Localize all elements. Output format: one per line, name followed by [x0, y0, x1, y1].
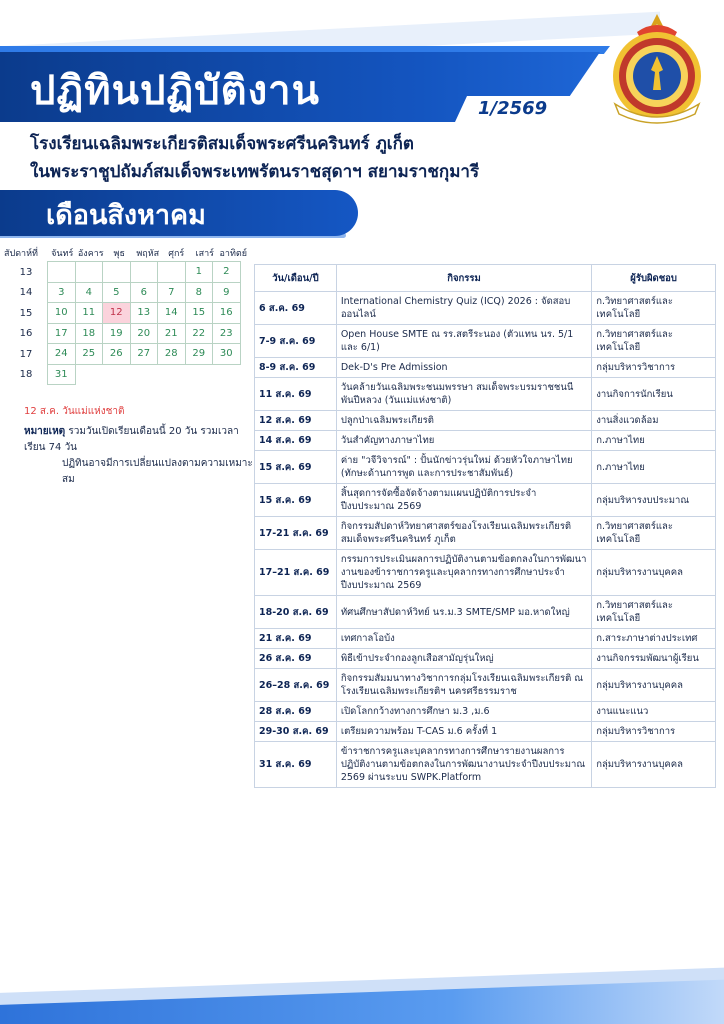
- activity-owner: งานกิจการนักเรียน: [592, 378, 716, 411]
- day-label: พุธ: [113, 249, 125, 259]
- calendar-day: 7: [157, 282, 186, 304]
- term-label: 1/2569: [478, 98, 548, 119]
- table-row: [255, 292, 716, 325]
- table-row: [255, 325, 716, 358]
- calendar-blank: [130, 364, 159, 386]
- activity-owner: ก.วิทยาศาสตร์และเทคโนโลยี: [592, 517, 716, 550]
- calendar-day: 1: [185, 261, 214, 283]
- calendar-empty-cell: [75, 261, 104, 283]
- activity-table: [254, 264, 716, 788]
- calendar-week-row: [4, 365, 248, 386]
- table-row: [255, 517, 716, 550]
- calendar-day: 14: [157, 302, 186, 324]
- activity-name: ข้าราชการครูและบุคลากรทางการศึกษารายงานผลการปฏิบัติงานตามข้อตกลงในการพัฒนางานประจำปีงบประมาณ 2569 ผ่านระบบ SWPK.Platform: [336, 742, 591, 788]
- calendar-blank: [102, 364, 131, 386]
- table-row: [255, 431, 716, 451]
- week-number: 14: [19, 287, 33, 299]
- table-row: [255, 722, 716, 742]
- activity-name: กรรมการประเมินผลการปฏิบัติงานตามข้อตกลงในการพัฒนางานของข้าราชการครูและบุคลากรทางการศึกษาประจำปีงบประมาณ 2569: [336, 550, 591, 596]
- calendar-day: 11: [75, 302, 104, 324]
- activity-name: วันคล้ายวันเฉลิมพระชนมพรรษา สมเด็จพระบรมราชชนนีพันปีหลวง (วันแม่แห่งชาติ): [336, 378, 591, 411]
- calendar-day: 4: [75, 282, 104, 304]
- activity-date: 26 ส.ค. 69: [255, 649, 337, 669]
- activity-owner: งานแนะแนว: [592, 702, 716, 722]
- table-row: [255, 649, 716, 669]
- week-label: สัปดาห์ที่: [4, 249, 38, 259]
- activity-owner: ก.ภาษาไทย: [592, 451, 716, 484]
- calendar-empty-cell: [102, 261, 131, 283]
- calendar-body: [4, 262, 248, 385]
- day-label: เสาร์: [195, 249, 214, 259]
- school-emblem-icon: [607, 12, 707, 124]
- activity-date: 17–21 ส.ค. 69: [255, 550, 337, 596]
- activity-owner: กลุ่มบริหารวิชาการ: [592, 358, 716, 378]
- remark-text-2: ปฏิทินอาจมีการเปลี่ยนแปลงตามความเหมาะสม: [62, 458, 253, 485]
- activity-owner: ก.วิทยาศาสตร์และเทคโนโลยี: [592, 325, 716, 358]
- footer-decoration: [0, 958, 724, 1024]
- activity-date: 7-9 ส.ค. 69: [255, 325, 337, 358]
- calendar-week-row: [4, 262, 248, 283]
- calendar-blank: [75, 364, 104, 386]
- activity-date: 21 ส.ค. 69: [255, 629, 337, 649]
- activity-owner: กลุ่มบริหารวิชาการ: [592, 722, 716, 742]
- school-patronage: ในพระราชูปถัมภ์สมเด็จพระเทพรัตนราชสุดาฯ สยามราชกุมารี: [30, 162, 480, 182]
- calendar-day: 6: [130, 282, 159, 304]
- activity-owner: กลุ่มบริหารงานบุคคล: [592, 550, 716, 596]
- activity-name: เปิดโลกกว้างทางการศึกษา ม.3 ,ม.6: [336, 702, 591, 722]
- day-label: จันทร์: [51, 249, 74, 259]
- activity-owner: งานสิ่งแวดล้อม: [592, 411, 716, 431]
- activity-name: เทศกาลโอบ้ง: [336, 629, 591, 649]
- calendar-day: 3: [47, 282, 76, 304]
- calendar-blank: [212, 364, 241, 386]
- calendar-header: [4, 244, 248, 262]
- table-header-row: [255, 265, 716, 292]
- day-label: พฤหัส: [136, 249, 160, 259]
- remark-text: รวมวันเปิดเรียนเดือนนี้ 20 วัน รวมเวลาเรียน 74 วัน: [24, 426, 239, 453]
- activity-name: กิจกรรมสัมมนาทางวิชาการกลุ่มโรงเรียนเฉลิมพระเกียรติ ณ โรงเรียนเฉลิมพระเกียรติฯ นครศรีธรรมราช: [336, 669, 591, 702]
- table-row: [255, 358, 716, 378]
- activity-date: 17-21 ส.ค. 69: [255, 517, 337, 550]
- activity-date: 15 ส.ค. 69: [255, 484, 337, 517]
- calendar-empty-cell: [47, 261, 76, 283]
- column-header-activity: กิจกรรม: [336, 265, 591, 292]
- table-row: [255, 451, 716, 484]
- activity-date: 6 ส.ค. 69: [255, 292, 337, 325]
- activity-name: ค่าย "วจีวิจารณ์" : ปั้นนักข่าวรุ่นใหม่ ด้วยหัวใจภาษาไทย (ทักษะด้านการพูด และการประชาสัมพันธ์): [336, 451, 591, 484]
- table-row: [255, 378, 716, 411]
- activity-name: ปลูกป่าเฉลิมพระเกียรติ: [336, 411, 591, 431]
- activity-name: พิธีเข้าประจำกองลูกเสือสามัญรุ่นใหญ่: [336, 649, 591, 669]
- activity-name: วันสำคัญทางภาษาไทย: [336, 431, 591, 451]
- calendar-day: 20: [130, 323, 159, 345]
- calendar-day: 31: [47, 364, 76, 386]
- remark-label: หมายเหตุ: [24, 426, 66, 437]
- week-number: 16: [19, 328, 33, 340]
- school-name: โรงเรียนเฉลิมพระเกียรติสมเด็จพระศรีนครินทร์ ภูเก็ต: [30, 134, 414, 154]
- activity-name: กิจกรรมสัปดาห์วิทยาศาสตร์ของโรงเรียนเฉลิมพระเกียรติสมเด็จพระศรีนครินทร์ ภูเก็ต: [336, 517, 591, 550]
- activity-date: 26–28 ส.ค. 69: [255, 669, 337, 702]
- calendar-day: 15: [185, 302, 214, 324]
- calendar-blank: [185, 364, 214, 386]
- calendar-day: 24: [47, 343, 76, 365]
- table-row: [255, 550, 716, 596]
- calendar-day: 25: [75, 343, 104, 365]
- activity-owner: งานกิจกรรมพัฒนาผู้เรียน: [592, 649, 716, 669]
- column-header-date: วัน/เดือน/ปี: [255, 265, 337, 292]
- calendar-week-row: [4, 283, 248, 304]
- calendar-day: 19: [102, 323, 131, 345]
- week-number: 17: [19, 348, 33, 360]
- calendar-day: 16: [212, 302, 241, 324]
- calendar-week-row: [4, 344, 248, 365]
- calendar-empty-cell: [130, 261, 159, 283]
- calendar-day: 23: [212, 323, 241, 345]
- activity-name: เตรียมความพร้อม T-CAS ม.6 ครั้งที่ 1: [336, 722, 591, 742]
- activity-owner: ก.สาระภาษาต่างประเทศ: [592, 629, 716, 649]
- week-number: 13: [19, 266, 33, 278]
- table-row: [255, 629, 716, 649]
- activity-owner: ก.วิทยาศาสตร์และเทคโนโลยี: [592, 596, 716, 629]
- calendar-empty-cell: [157, 261, 186, 283]
- table-row: [255, 702, 716, 722]
- calendar-day: 21: [157, 323, 186, 345]
- calendar-day: 9: [212, 282, 241, 304]
- week-number: 15: [19, 307, 33, 319]
- table-body: [255, 292, 716, 788]
- remark: [24, 424, 256, 488]
- activity-date: 28 ส.ค. 69: [255, 702, 337, 722]
- calendar-day: 29: [185, 343, 214, 365]
- activity-name: International Chemistry Quiz (ICQ) 2026 : จัดสอบออนไลน์: [336, 292, 591, 325]
- activity-date: 8-9 ส.ค. 69: [255, 358, 337, 378]
- activity-name: Open House SMTE ณ รร.สตรีระนอง (ตัวแทน นร. 5/1 และ 6/1): [336, 325, 591, 358]
- calendar-day: 30: [212, 343, 241, 365]
- calendar-day: 8: [185, 282, 214, 304]
- calendar-blank: [157, 364, 186, 386]
- day-label: อังคาร: [77, 249, 104, 259]
- calendar-day: 13: [130, 302, 159, 324]
- calendar-day: 2: [212, 261, 241, 283]
- holiday-note: 12 ส.ค. วันแม่แห่งชาติ: [24, 406, 125, 417]
- calendar-week-row: [4, 324, 248, 345]
- activity-name: ทัศนศึกษาสัปดาห์วิทย์ นร.ม.3 SMTE/SMP มอ.หาดใหญ่: [336, 596, 591, 629]
- column-header-owner: ผู้รับผิดชอบ: [592, 265, 716, 292]
- calendar-day: 28: [157, 343, 186, 365]
- month-calendar: [4, 244, 248, 385]
- activity-date: 12 ส.ค. 69: [255, 411, 337, 431]
- activity-date: 18-20 ส.ค. 69: [255, 596, 337, 629]
- activity-owner: กลุ่มบริหารงบประมาณ: [592, 484, 716, 517]
- calendar-day: 5: [102, 282, 131, 304]
- activity-date: 14 ส.ค. 69: [255, 431, 337, 451]
- activity-name: สิ้นสุดการจัดซื้อจัดจ้างตามแผนปฏิบัติการประจำปีงบประมาณ 2569: [336, 484, 591, 517]
- calendar-day: 27: [130, 343, 159, 365]
- activity-date: 11 ส.ค. 69: [255, 378, 337, 411]
- month-title: เดือนสิงหาคม: [46, 200, 206, 231]
- table-row: [255, 484, 716, 517]
- activity-date: 31 ส.ค. 69: [255, 742, 337, 788]
- table-row: [255, 669, 716, 702]
- day-label: ศุกร์: [168, 249, 185, 259]
- calendar-week-row: [4, 303, 248, 324]
- week-number: 18: [19, 369, 33, 381]
- activity-owner: กลุ่มบริหารงานบุคคล: [592, 669, 716, 702]
- calendar-day: 12: [102, 302, 131, 324]
- activity-owner: ก.ภาษาไทย: [592, 431, 716, 451]
- calendar-day: 17: [47, 323, 76, 345]
- table-row: [255, 742, 716, 788]
- calendar-day: 26: [102, 343, 131, 365]
- calendar-day: 10: [47, 302, 76, 324]
- page-title: ปฏิทินปฏิบัติงาน: [30, 68, 320, 114]
- activity-name: Dek-D's Pre Admission: [336, 358, 591, 378]
- calendar-day: 18: [75, 323, 104, 345]
- table-row: [255, 596, 716, 629]
- day-label: อาทิตย์: [219, 249, 247, 259]
- activity-date: 15 ส.ค. 69: [255, 451, 337, 484]
- activity-date: 29-30 ส.ค. 69: [255, 722, 337, 742]
- calendar-day: 22: [185, 323, 214, 345]
- activity-owner: กลุ่มบริหารงานบุคคล: [592, 742, 716, 788]
- table-row: [255, 411, 716, 431]
- activity-owner: ก.วิทยาศาสตร์และเทคโนโลยี: [592, 292, 716, 325]
